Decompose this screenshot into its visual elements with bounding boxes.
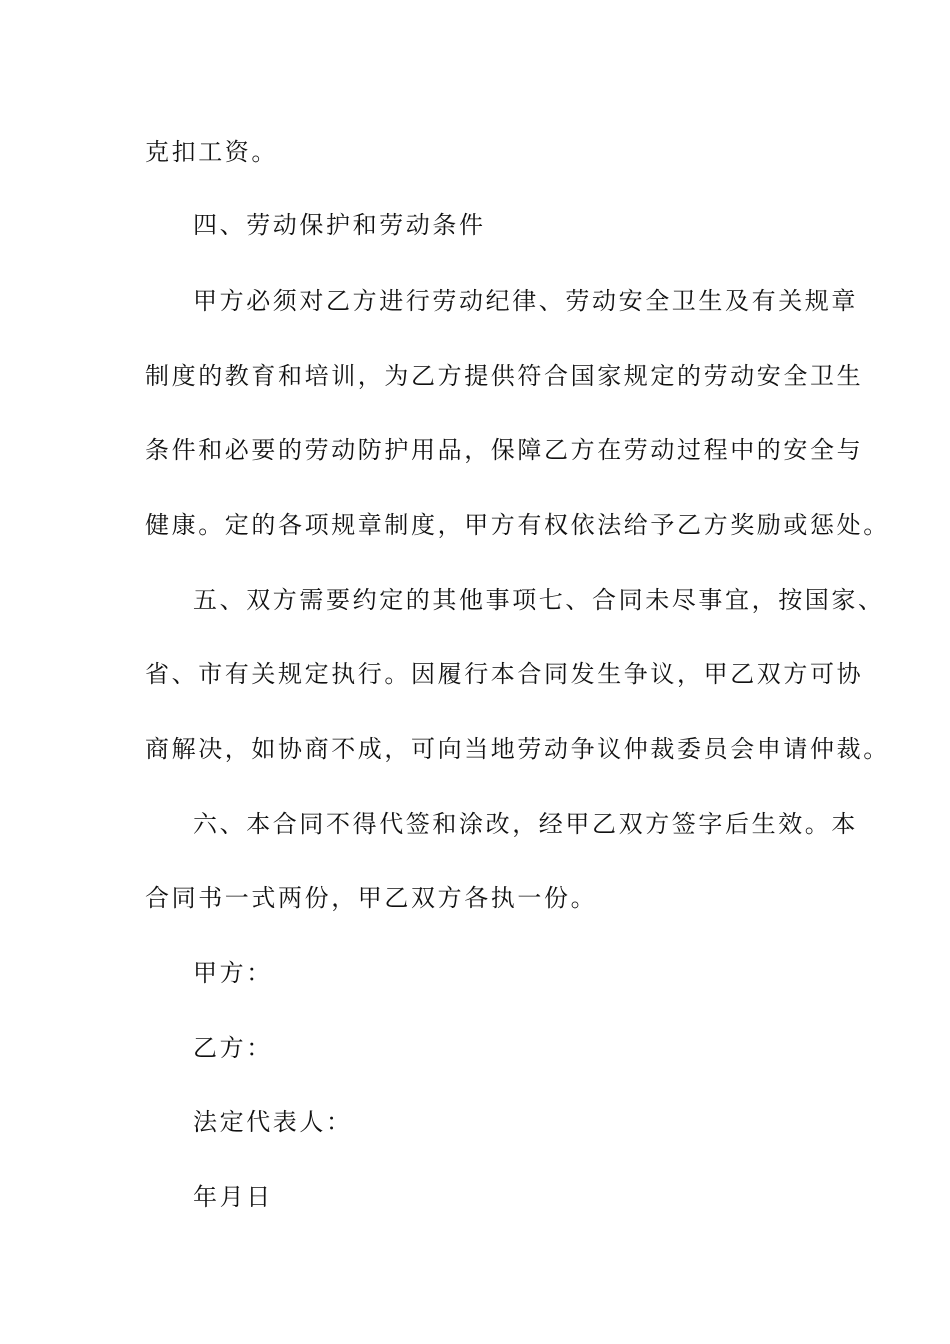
section-heading-4: 四、劳动保护和劳动条件 <box>193 211 486 239</box>
party-a-label: 甲方： <box>193 959 273 987</box>
paragraph-line: 克扣工资。 <box>145 138 278 166</box>
legal-representative-label: 法定代表人： <box>193 1108 353 1136</box>
section-heading-6: 六、本合同不得代签和涂改，经甲乙双方签字后生效。本 <box>193 810 858 838</box>
paragraph-line: 制度的教育和培训，为乙方提供符合国家规定的劳动安全卫生 <box>145 362 864 390</box>
paragraph-line: 合同书一式两份，甲乙双方各执一份。 <box>145 884 598 912</box>
paragraph-line: 甲方必须对乙方进行劳动纪律、劳动安全卫生及有关规章 <box>193 287 858 315</box>
paragraph-line: 省、市有关规定执行。因履行本合同发生争议，甲乙双方可协 <box>145 660 864 688</box>
paragraph-line: 健康。定的各项规章制度，甲方有权依法给予乙方奖励或惩处。 <box>145 511 890 539</box>
paragraph-line: 商解决，如协商不成，可向当地劳动争议仲裁委员会申请仲裁。 <box>145 735 890 763</box>
date-label: 年月日 <box>193 1183 273 1211</box>
party-b-label: 乙方： <box>193 1034 273 1062</box>
section-heading-5: 五、双方需要约定的其他事项七、合同未尽事宜，按国家、 <box>193 586 885 614</box>
paragraph-line: 条件和必要的劳动防护用品，保障乙方在劳动过程中的安全与 <box>145 436 864 464</box>
